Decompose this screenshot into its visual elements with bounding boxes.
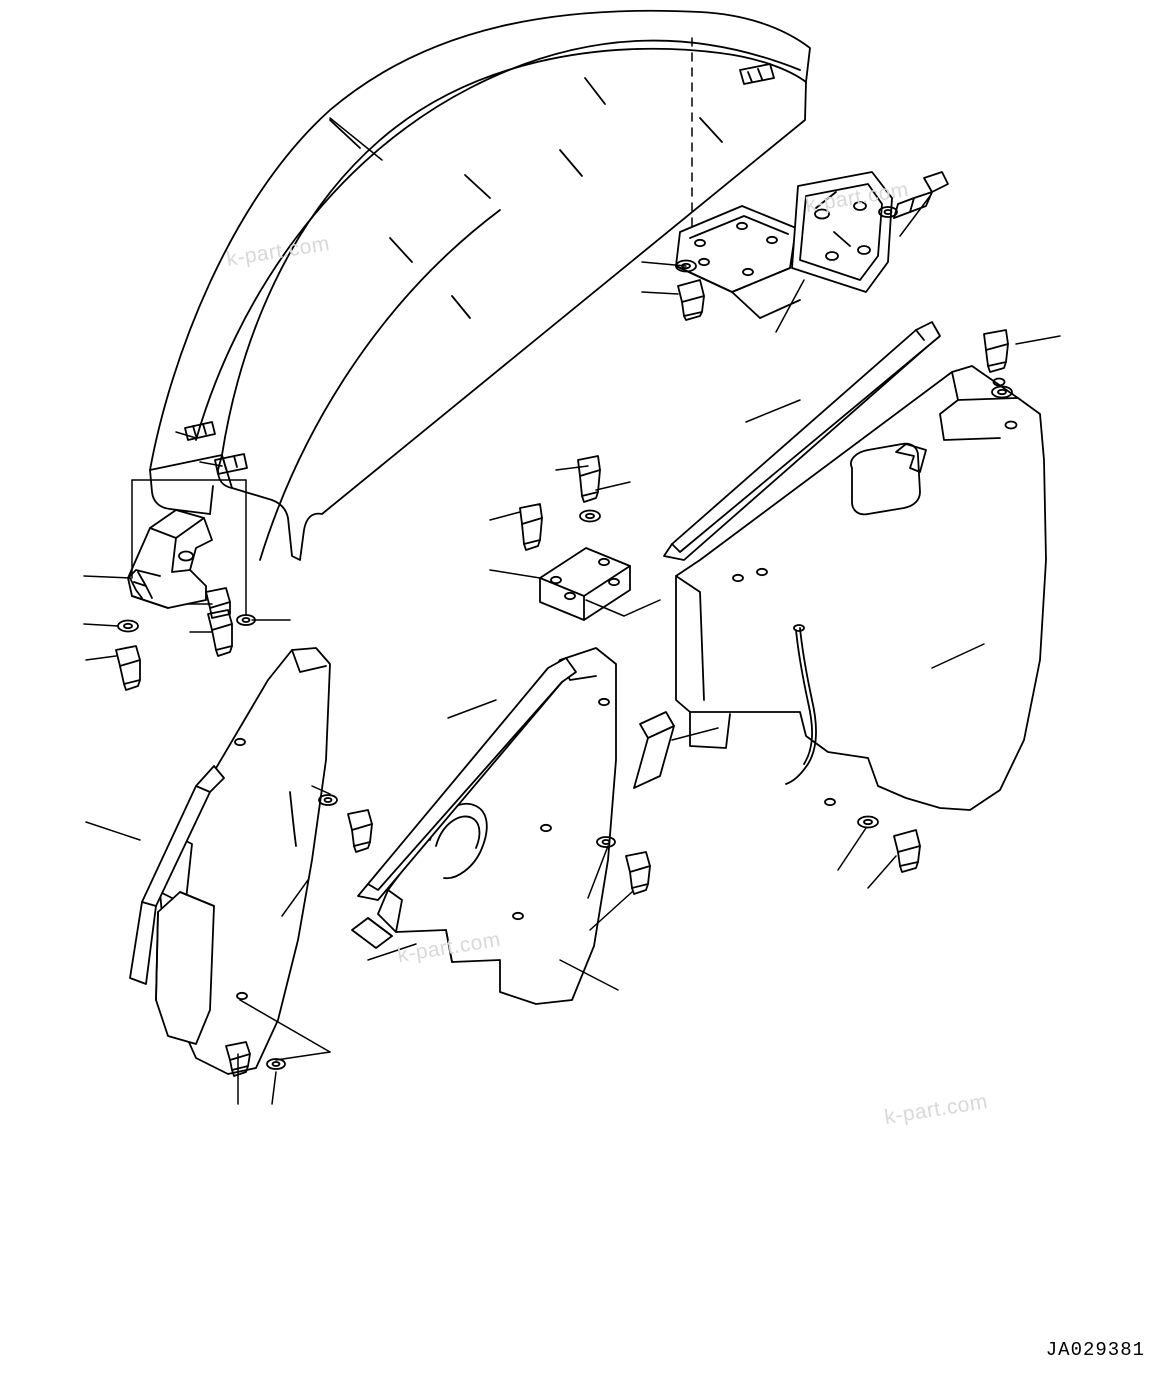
watermark: k-part.com bbox=[395, 927, 503, 968]
bolt-cover-right-bottom bbox=[894, 830, 920, 872]
bolt-mid-left bbox=[348, 810, 372, 852]
washer-left-a bbox=[118, 621, 138, 632]
hood-fitting-top-right bbox=[740, 64, 774, 84]
watermark: k-part.com bbox=[224, 231, 332, 272]
washer-center bbox=[580, 511, 600, 522]
seal-strip-short bbox=[634, 712, 674, 788]
bolt-cover-right-top bbox=[984, 330, 1008, 372]
washer-cover-right-bottom bbox=[858, 817, 878, 828]
bolt-left-lower bbox=[116, 646, 140, 690]
engine-hood bbox=[150, 11, 810, 560]
bolt-mid-center bbox=[626, 852, 650, 894]
bolt-center-a bbox=[520, 504, 542, 550]
mounting-plate bbox=[540, 548, 630, 620]
washer-mid-left bbox=[319, 795, 337, 805]
hood-hinge-bracket-left bbox=[128, 510, 212, 608]
bolt-bracket-right bbox=[678, 280, 704, 320]
side-cover-left-inner-fold bbox=[156, 892, 214, 1044]
bolt-center-b bbox=[578, 456, 600, 502]
watermark: k-part.com bbox=[882, 1089, 990, 1130]
side-cover-right bbox=[676, 366, 1046, 810]
watermark: k-part.com bbox=[803, 177, 911, 218]
hood-hinge-bracket-right bbox=[676, 206, 800, 318]
drawing-number: JA029381 bbox=[1045, 1339, 1145, 1361]
